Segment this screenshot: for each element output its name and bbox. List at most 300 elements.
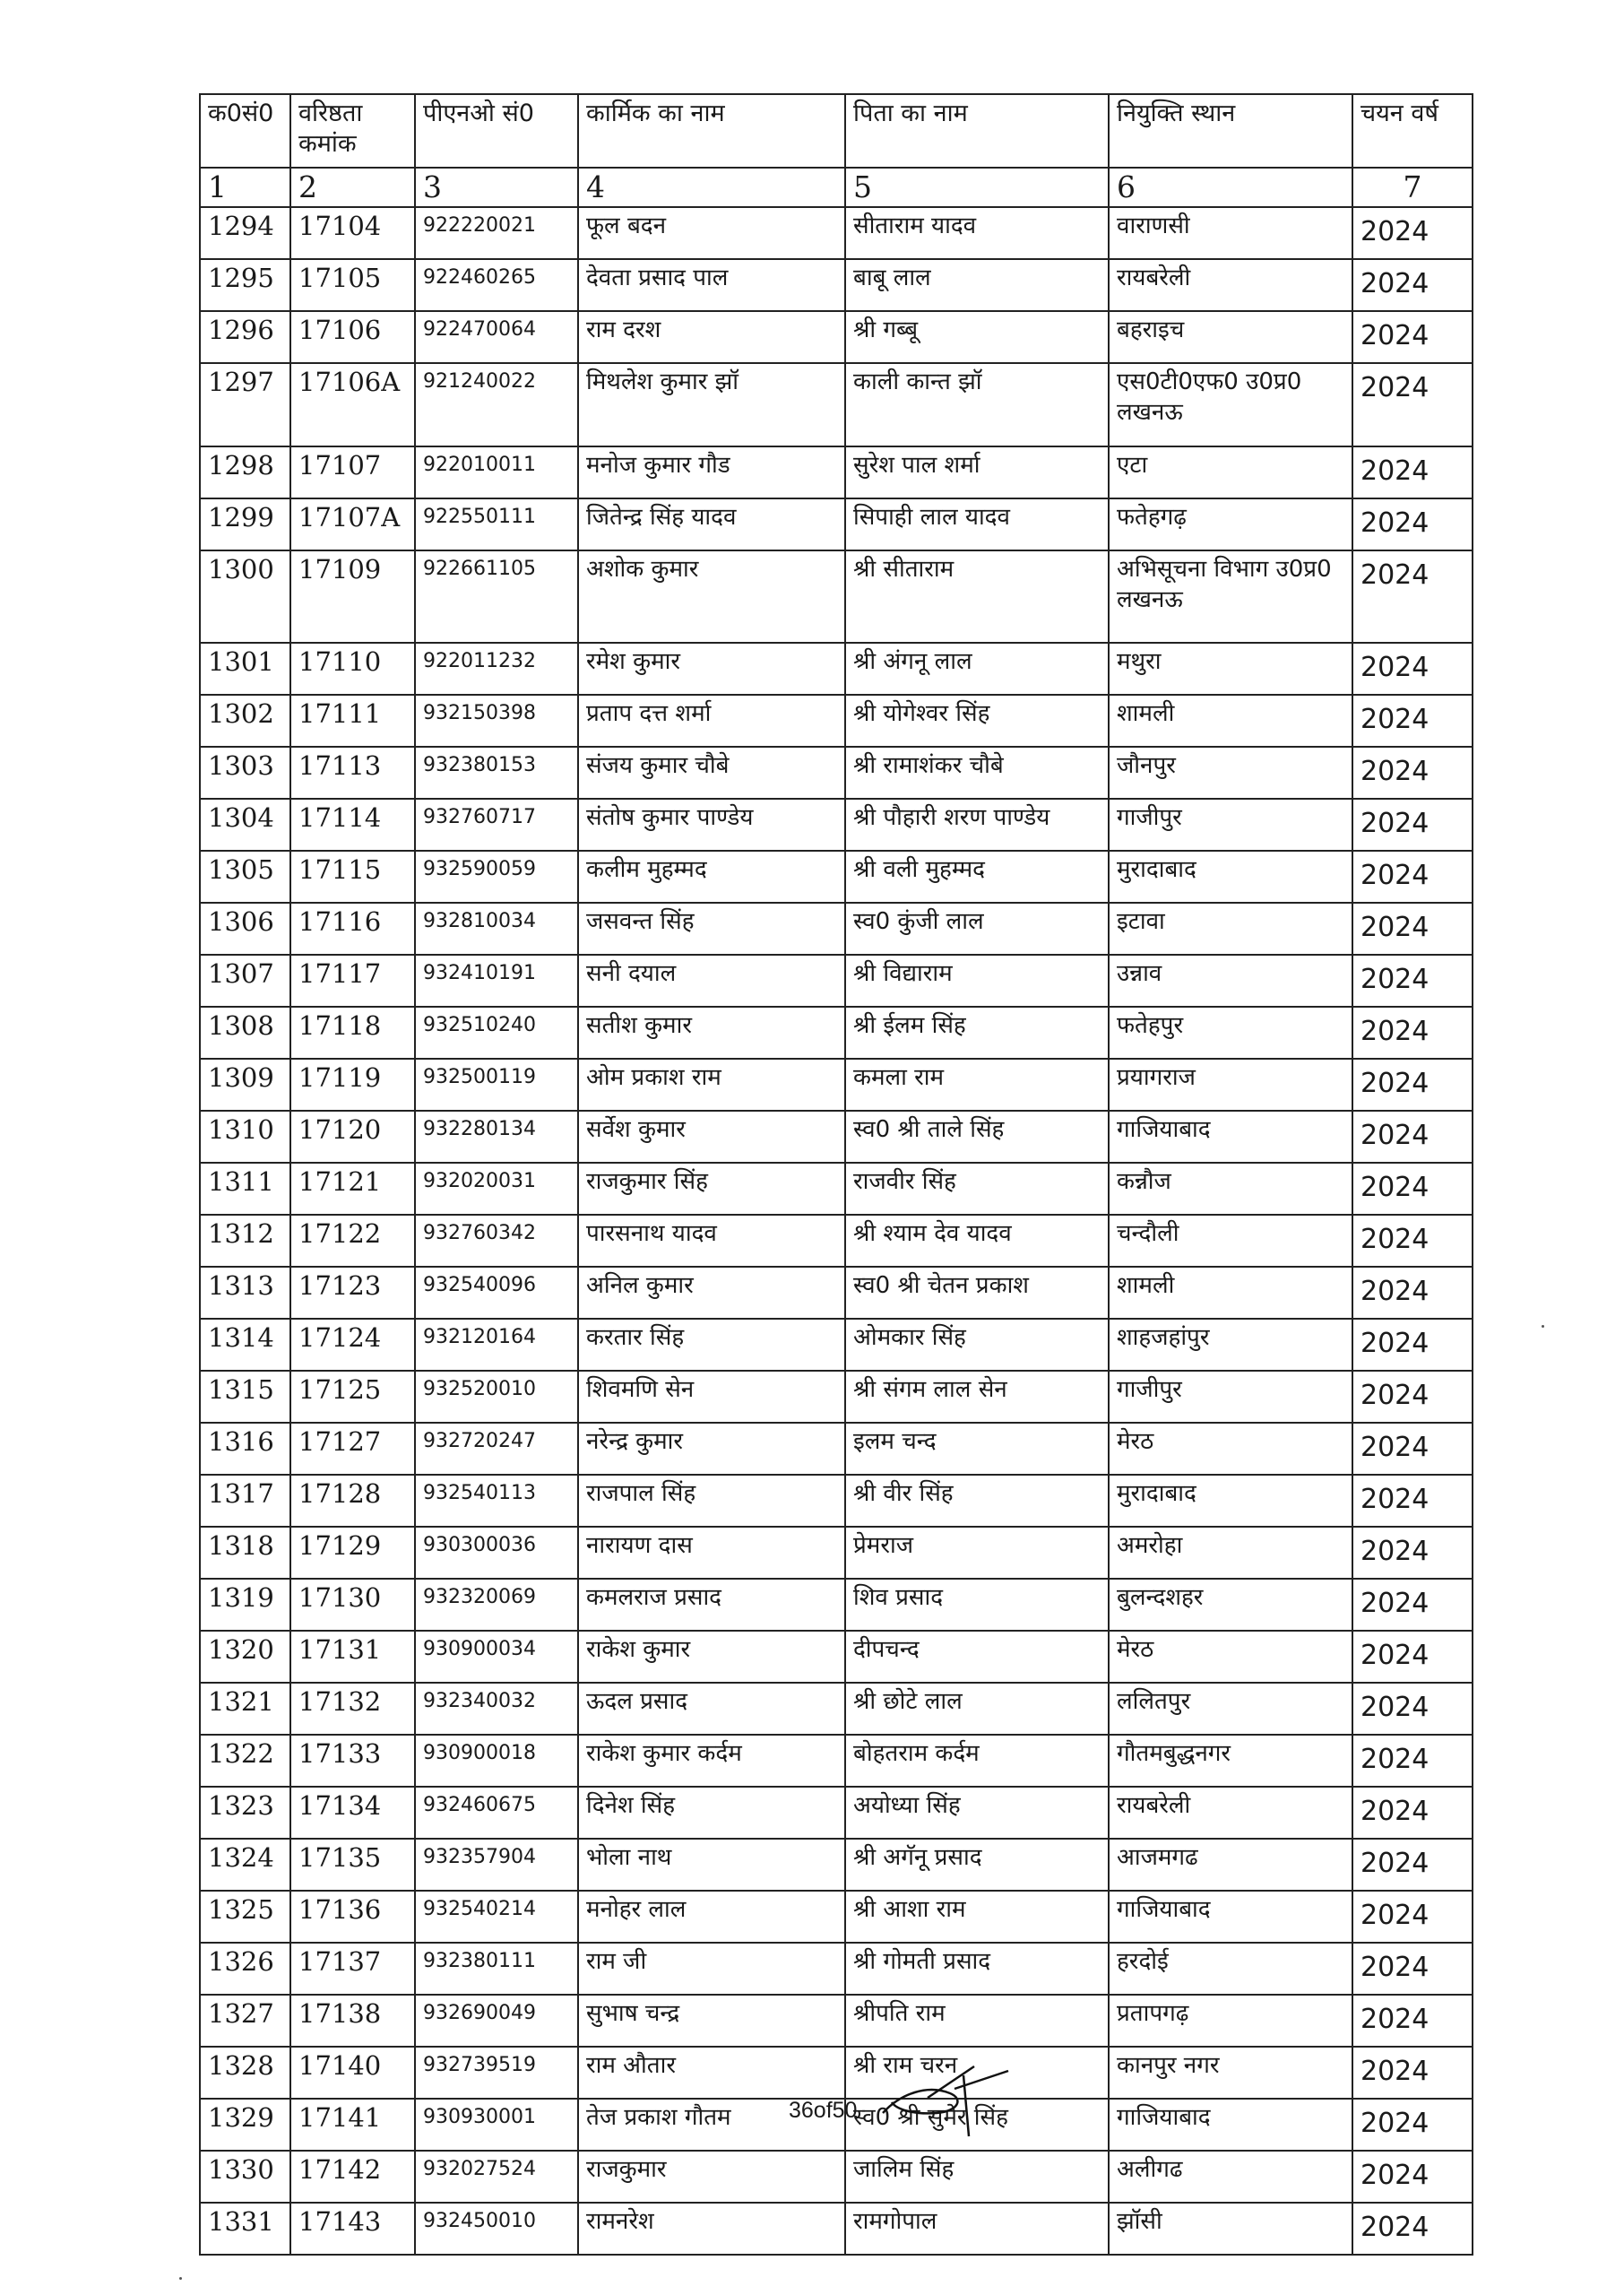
cell-posting: शामली	[1109, 1267, 1352, 1319]
cell-year: 2024	[1352, 1787, 1473, 1839]
cell-father-name: प्रेमराज	[845, 1527, 1109, 1579]
cell-seniority: 17136	[290, 1891, 415, 1943]
cell-posting: वाराणसी	[1109, 207, 1352, 259]
cell-name: अनिल कुमार	[578, 1267, 845, 1319]
cell-serial: 1324	[200, 1839, 290, 1891]
cell-pno: 930930001	[415, 2099, 578, 2151]
cell-father-name: स्व0 श्री चेतन प्रकाश	[845, 1267, 1109, 1319]
cell-pno: 932739519	[415, 2047, 578, 2099]
col-header-seniority: वरिष्ठता कमांक	[290, 94, 415, 168]
table-row	[200, 1995, 1473, 2047]
cell-seniority: 17140	[290, 2047, 415, 2099]
table-row	[200, 1683, 1473, 1735]
cell-pno: 932150398	[415, 695, 578, 747]
table-row	[200, 1423, 1473, 1475]
table-row	[200, 2047, 1473, 2099]
cell-year: 2024	[1352, 2047, 1473, 2099]
cell-father-name: अयोध्या सिंह	[845, 1787, 1109, 1839]
table-row	[200, 1371, 1473, 1423]
cell-year: 2024	[1352, 1111, 1473, 1163]
table-row	[200, 1163, 1473, 1215]
cell-seniority: 17130	[290, 1579, 415, 1631]
cell-year: 2024	[1352, 1527, 1473, 1579]
cell-serial: 1319	[200, 1579, 290, 1631]
cell-posting: गाजीपुर	[1109, 1371, 1352, 1423]
table-row	[200, 1319, 1473, 1371]
cell-name: दिनेश सिंह	[578, 1787, 845, 1839]
table-row	[200, 1735, 1473, 1787]
cell-seniority: 17133	[290, 1735, 415, 1787]
cell-serial: 1326	[200, 1943, 290, 1995]
cell-posting: एस0टी0एफ0 उ0प्र0 लखनऊ	[1109, 363, 1352, 446]
cell-pno: 932760342	[415, 1215, 578, 1267]
cell-father-name: स्व0 श्री ताले सिंह	[845, 1111, 1109, 1163]
cell-serial: 1329	[200, 2099, 290, 2151]
cell-serial: 1313	[200, 1267, 290, 1319]
cell-name: सर्वेश कुमार	[578, 1111, 845, 1163]
cell-father-name: श्री अगॅनू प्रसाद	[845, 1839, 1109, 1891]
col-number: 4	[578, 168, 845, 207]
cell-seniority: 17114	[290, 799, 415, 851]
cell-pno: 930900034	[415, 1631, 578, 1683]
cell-seniority: 17123	[290, 1267, 415, 1319]
cell-father-name: श्री छोटे लाल	[845, 1683, 1109, 1735]
table-row	[200, 446, 1473, 498]
table-row	[200, 207, 1473, 259]
cell-pno: 932690049	[415, 1995, 578, 2047]
cell-posting: गाजियाबाद	[1109, 2099, 1352, 2151]
cell-year: 2024	[1352, 363, 1473, 446]
cell-father-name: जालिम सिंह	[845, 2151, 1109, 2203]
cell-pno: 932760717	[415, 799, 578, 851]
cell-posting: शामली	[1109, 695, 1352, 747]
cell-pno: 932810034	[415, 903, 578, 955]
col-number: 1	[200, 168, 290, 207]
cell-serial: 1321	[200, 1683, 290, 1735]
cell-year: 2024	[1352, 1371, 1473, 1423]
cell-father-name: श्री गब्बू	[845, 311, 1109, 363]
cell-name: राम दरश	[578, 311, 845, 363]
cell-father-name: बोहतराम कर्दम	[845, 1735, 1109, 1787]
cell-year: 2024	[1352, 1215, 1473, 1267]
cell-name: सनी दयाल	[578, 955, 845, 1007]
cell-year: 2024	[1352, 643, 1473, 695]
cell-seniority: 17106A	[290, 363, 415, 446]
cell-serial: 1300	[200, 550, 290, 643]
cell-pno: 922010011	[415, 446, 578, 498]
cell-name: ओम प्रकाश राम	[578, 1059, 845, 1111]
cell-serial: 1316	[200, 1423, 290, 1475]
cell-year: 2024	[1352, 1995, 1473, 2047]
cell-posting: उन्नाव	[1109, 955, 1352, 1007]
cell-serial: 1307	[200, 955, 290, 1007]
cell-father-name: सिपाही लाल यादव	[845, 498, 1109, 550]
cell-seniority: 17115	[290, 851, 415, 903]
cell-serial: 1298	[200, 446, 290, 498]
cell-pno: 922220021	[415, 207, 578, 259]
cell-name: प्रताप दत्त शर्मा	[578, 695, 845, 747]
cell-seniority: 17104	[290, 207, 415, 259]
table-row	[200, 2203, 1473, 2255]
cell-seniority: 17107A	[290, 498, 415, 550]
cell-father-name: इलम चन्द	[845, 1423, 1109, 1475]
cell-posting: मुरादाबाद	[1109, 1475, 1352, 1527]
cell-posting: प्रतापगढ़	[1109, 1995, 1352, 2047]
cell-posting: चन्दौली	[1109, 1215, 1352, 1267]
cell-name: मनोज कुमार गौड	[578, 446, 845, 498]
cell-pno: 932510240	[415, 1007, 578, 1059]
cell-name: शिवमणि सेन	[578, 1371, 845, 1423]
table-row	[200, 851, 1473, 903]
cell-father-name: श्री योगेश्वर सिंह	[845, 695, 1109, 747]
cell-father-name: श्री श्याम देव यादव	[845, 1215, 1109, 1267]
cell-name: राकेश कुमार	[578, 1631, 845, 1683]
cell-father-name: श्री अंगनू लाल	[845, 643, 1109, 695]
cell-posting: रायबरेली	[1109, 259, 1352, 311]
cell-year: 2024	[1352, 2203, 1473, 2255]
cell-pno: 922661105	[415, 550, 578, 643]
cell-name: संजय कुमार चौबे	[578, 747, 845, 799]
table-row	[200, 1475, 1473, 1527]
cell-serial: 1295	[200, 259, 290, 311]
cell-year: 2024	[1352, 695, 1473, 747]
cell-father-name: दीपचन्द	[845, 1631, 1109, 1683]
cell-seniority: 17128	[290, 1475, 415, 1527]
cell-pno: 921240022	[415, 363, 578, 446]
table-row	[200, 1579, 1473, 1631]
cell-pno: 930900018	[415, 1735, 578, 1787]
cell-pno: 932720247	[415, 1423, 578, 1475]
cell-serial: 1297	[200, 363, 290, 446]
cell-pno: 932380111	[415, 1943, 578, 1995]
table-row	[200, 550, 1473, 643]
cell-name: राजपाल सिंह	[578, 1475, 845, 1527]
cell-father-name: बाबू लाल	[845, 259, 1109, 311]
cell-name: राजकुमार	[578, 2151, 845, 2203]
table-row	[200, 903, 1473, 955]
cell-father-name: ओमकार सिंह	[845, 1319, 1109, 1371]
table-row	[200, 695, 1473, 747]
cell-seniority: 17131	[290, 1631, 415, 1683]
table-row	[200, 2151, 1473, 2203]
cell-serial: 1299	[200, 498, 290, 550]
cell-pno: 932500119	[415, 1059, 578, 1111]
cell-seniority: 17119	[290, 1059, 415, 1111]
cell-seniority: 17143	[290, 2203, 415, 2255]
cell-seniority: 17124	[290, 1319, 415, 1371]
cell-serial: 1327	[200, 1995, 290, 2047]
cell-year: 2024	[1352, 1423, 1473, 1475]
cell-father-name: सीताराम यादव	[845, 207, 1109, 259]
cell-posting: आजमगढ	[1109, 1839, 1352, 1891]
cell-father-name: श्री संगम लाल सेन	[845, 1371, 1109, 1423]
cell-serial: 1306	[200, 903, 290, 955]
cell-serial: 1320	[200, 1631, 290, 1683]
cell-father-name: श्री पौहारी शरण पाण्डेय	[845, 799, 1109, 851]
cell-serial: 1310	[200, 1111, 290, 1163]
cell-posting: अमरोहा	[1109, 1527, 1352, 1579]
cell-seniority: 17107	[290, 446, 415, 498]
cell-serial: 1294	[200, 207, 290, 259]
cell-pno: 932027524	[415, 2151, 578, 2203]
cell-serial: 1303	[200, 747, 290, 799]
cell-pno: 932380153	[415, 747, 578, 799]
cell-pno: 932340032	[415, 1683, 578, 1735]
cell-seniority: 17120	[290, 1111, 415, 1163]
cell-serial: 1328	[200, 2047, 290, 2099]
cell-father-name: श्री विद्याराम	[845, 955, 1109, 1007]
cell-name: राम औतार	[578, 2047, 845, 2099]
cell-year: 2024	[1352, 955, 1473, 1007]
cell-year: 2024	[1352, 1163, 1473, 1215]
cell-year: 2024	[1352, 1631, 1473, 1683]
cell-posting: प्रयागराज	[1109, 1059, 1352, 1111]
cell-name: नरेन्द्र कुमार	[578, 1423, 845, 1475]
cell-pno: 922011232	[415, 643, 578, 695]
cell-year: 2024	[1352, 747, 1473, 799]
cell-serial: 1323	[200, 1787, 290, 1839]
cell-seniority: 17121	[290, 1163, 415, 1215]
cell-posting: गाजियाबाद	[1109, 1891, 1352, 1943]
cell-father-name: श्री रामाशंकर चौबे	[845, 747, 1109, 799]
table-row	[200, 311, 1473, 363]
cell-pno: 932540214	[415, 1891, 578, 1943]
signature-mark	[874, 2057, 1017, 2138]
cell-year: 2024	[1352, 259, 1473, 311]
cell-name: राजकुमार सिंह	[578, 1163, 845, 1215]
cell-father-name: शिव प्रसाद	[845, 1579, 1109, 1631]
cell-serial: 1301	[200, 643, 290, 695]
cell-year: 2024	[1352, 207, 1473, 259]
cell-posting: जौनपुर	[1109, 747, 1352, 799]
table-row	[200, 1059, 1473, 1111]
table-row	[200, 747, 1473, 799]
cell-seniority: 17116	[290, 903, 415, 955]
cell-posting: ललितपुर	[1109, 1683, 1352, 1735]
cell-pno: 932410191	[415, 955, 578, 1007]
cell-year: 2024	[1352, 903, 1473, 955]
table-row	[200, 955, 1473, 1007]
column-number-row	[200, 168, 1473, 207]
col-header-serial: क0सं0	[200, 94, 290, 168]
cell-posting: गाजियाबाद	[1109, 1111, 1352, 1163]
col-number: 5	[845, 168, 1109, 207]
cell-year: 2024	[1352, 1579, 1473, 1631]
cell-posting: अलीगढ	[1109, 2151, 1352, 2203]
cell-seniority: 17125	[290, 1371, 415, 1423]
cell-serial: 1312	[200, 1215, 290, 1267]
cell-name: जसवन्त सिंह	[578, 903, 845, 955]
cell-name: करतार सिंह	[578, 1319, 845, 1371]
cell-name: जितेन्द्र सिंह यादव	[578, 498, 845, 550]
cell-father-name: स्व0 कुंजी लाल	[845, 903, 1109, 955]
cell-year: 2024	[1352, 1267, 1473, 1319]
cell-pno: 930300036	[415, 1527, 578, 1579]
cell-posting: गाजीपुर	[1109, 799, 1352, 851]
cell-father-name: श्री वीर सिंह	[845, 1475, 1109, 1527]
cell-serial: 1309	[200, 1059, 290, 1111]
cell-pno: 932280134	[415, 1111, 578, 1163]
cell-name: पारसनाथ यादव	[578, 1215, 845, 1267]
cell-pno: 922550111	[415, 498, 578, 550]
cell-seniority: 17113	[290, 747, 415, 799]
cell-seniority: 17117	[290, 955, 415, 1007]
cell-year: 2024	[1352, 1683, 1473, 1735]
cell-seniority: 17142	[290, 2151, 415, 2203]
cell-name: तेज प्रकाश गौतम	[578, 2099, 845, 2151]
cell-seniority: 17134	[290, 1787, 415, 1839]
cell-name: ऊदल प्रसाद	[578, 1683, 845, 1735]
cell-posting: मेरठ	[1109, 1423, 1352, 1475]
cell-posting: हरदोई	[1109, 1943, 1352, 1995]
cell-year: 2024	[1352, 1007, 1473, 1059]
col-header-year: चयन वर्ष	[1352, 94, 1473, 168]
cell-serial: 1304	[200, 799, 290, 851]
table-row	[200, 1527, 1473, 1579]
cell-father-name: श्री ईलम सिंह	[845, 1007, 1109, 1059]
col-number: 2	[290, 168, 415, 207]
cell-name: मिथलेश कुमार झॉ	[578, 363, 845, 446]
cell-posting: कन्नौज	[1109, 1163, 1352, 1215]
cell-serial: 1302	[200, 695, 290, 747]
cell-year: 2024	[1352, 1839, 1473, 1891]
cell-seniority: 17129	[290, 1527, 415, 1579]
scan-speck	[179, 2277, 182, 2280]
cell-serial: 1325	[200, 1891, 290, 1943]
cell-year: 2024	[1352, 851, 1473, 903]
table-body	[200, 207, 1473, 2255]
cell-serial: 1305	[200, 851, 290, 903]
cell-posting: मुरादाबाद	[1109, 851, 1352, 903]
cell-posting: फतेहपुर	[1109, 1007, 1352, 1059]
cell-father-name: कमला राम	[845, 1059, 1109, 1111]
cell-name: रमेश कुमार	[578, 643, 845, 695]
cell-serial: 1315	[200, 1371, 290, 1423]
cell-pno: 932120164	[415, 1319, 578, 1371]
cell-father-name: श्री सीताराम	[845, 550, 1109, 643]
cell-name: रामनरेश	[578, 2203, 845, 2255]
cell-posting: झॉसी	[1109, 2203, 1352, 2255]
cell-year: 2024	[1352, 2151, 1473, 2203]
cell-serial: 1318	[200, 1527, 290, 1579]
table-row	[200, 498, 1473, 550]
cell-seniority: 17118	[290, 1007, 415, 1059]
cell-pno: 922460265	[415, 259, 578, 311]
cell-year: 2024	[1352, 446, 1473, 498]
cell-name: नारायण दास	[578, 1527, 845, 1579]
table-row	[200, 1007, 1473, 1059]
cell-name: भोला नाथ	[578, 1839, 845, 1891]
cell-posting: बुलन्दशहर	[1109, 1579, 1352, 1631]
cell-father-name: श्री राम चरन	[845, 2047, 1109, 2099]
col-number: 6	[1109, 168, 1352, 207]
page-number: 36of50	[789, 2098, 858, 2123]
cell-name: सतीश कुमार	[578, 1007, 845, 1059]
table-row	[200, 1787, 1473, 1839]
cell-year: 2024	[1352, 498, 1473, 550]
cell-father-name: श्री वली मुहम्मद	[845, 851, 1109, 903]
cell-posting: मेरठ	[1109, 1631, 1352, 1683]
cell-posting: कानपुर नगर	[1109, 2047, 1352, 2099]
cell-posting: रायबरेली	[1109, 1787, 1352, 1839]
cell-seniority: 17106	[290, 311, 415, 363]
cell-seniority: 17127	[290, 1423, 415, 1475]
cell-name: सुभाष चन्द्र	[578, 1995, 845, 2047]
table-row	[200, 259, 1473, 311]
cell-name: राम जी	[578, 1943, 845, 1995]
cell-father-name: राजवीर सिंह	[845, 1163, 1109, 1215]
cell-pno: 932357904	[415, 1839, 578, 1891]
cell-seniority: 17105	[290, 259, 415, 311]
table-row	[200, 799, 1473, 851]
cell-name: राकेश कुमार कर्दम	[578, 1735, 845, 1787]
cell-year: 2024	[1352, 799, 1473, 851]
cell-posting: फतेहगढ़	[1109, 498, 1352, 550]
cell-serial: 1308	[200, 1007, 290, 1059]
cell-father-name: सुरेश पाल शर्मा	[845, 446, 1109, 498]
table-row	[200, 1215, 1473, 1267]
cell-year: 2024	[1352, 1891, 1473, 1943]
cell-name: अशोक कुमार	[578, 550, 845, 643]
cell-seniority: 17135	[290, 1839, 415, 1891]
col-header-name: कार्मिक का नाम	[578, 94, 845, 168]
cell-father-name: स्व0 श्री सुमेर सिंह	[845, 2099, 1109, 2151]
cell-pno: 932520010	[415, 1371, 578, 1423]
cell-serial: 1314	[200, 1319, 290, 1371]
cell-posting: बहराइच	[1109, 311, 1352, 363]
table-row	[200, 1839, 1473, 1891]
cell-pno: 932460675	[415, 1787, 578, 1839]
table-row	[200, 363, 1473, 446]
cell-father-name: रामगोपाल	[845, 2203, 1109, 2255]
cell-name: देवता प्रसाद पाल	[578, 259, 845, 311]
cell-seniority: 17141	[290, 2099, 415, 2151]
col-header-father-name: पिता का नाम	[845, 94, 1109, 168]
cell-father-name: श्री आशा राम	[845, 1891, 1109, 1943]
col-number: 7	[1352, 168, 1473, 207]
cell-serial: 1330	[200, 2151, 290, 2203]
table-row	[200, 1631, 1473, 1683]
cell-name: कमलराज प्रसाद	[578, 1579, 845, 1631]
header-row	[200, 94, 1473, 168]
table-row	[200, 1267, 1473, 1319]
cell-pno: 932320069	[415, 1579, 578, 1631]
cell-seniority: 17138	[290, 1995, 415, 2047]
cell-posting: इटावा	[1109, 903, 1352, 955]
cell-father-name: श्रीपति राम	[845, 1995, 1109, 2047]
cell-serial: 1317	[200, 1475, 290, 1527]
cell-seniority: 17110	[290, 643, 415, 695]
cell-posting: अभिसूचना विभाग उ0प्र0 लखनऊ	[1109, 550, 1352, 643]
cell-name: कलीम मुहम्मद	[578, 851, 845, 903]
cell-seniority: 17122	[290, 1215, 415, 1267]
cell-posting: गौतमबुद्धनगर	[1109, 1735, 1352, 1787]
table-row	[200, 1111, 1473, 1163]
cell-year: 2024	[1352, 2099, 1473, 2151]
cell-pno: 932450010	[415, 2203, 578, 2255]
cell-year: 2024	[1352, 1943, 1473, 1995]
cell-name: मनोहर लाल	[578, 1891, 845, 1943]
cell-serial: 1322	[200, 1735, 290, 1787]
cell-serial: 1311	[200, 1163, 290, 1215]
cell-year: 2024	[1352, 1475, 1473, 1527]
cell-posting: शाहजहांपुर	[1109, 1319, 1352, 1371]
cell-posting: एटा	[1109, 446, 1352, 498]
table-row	[200, 1943, 1473, 1995]
cell-pno: 922470064	[415, 311, 578, 363]
cell-seniority: 17109	[290, 550, 415, 643]
cell-year: 2024	[1352, 311, 1473, 363]
